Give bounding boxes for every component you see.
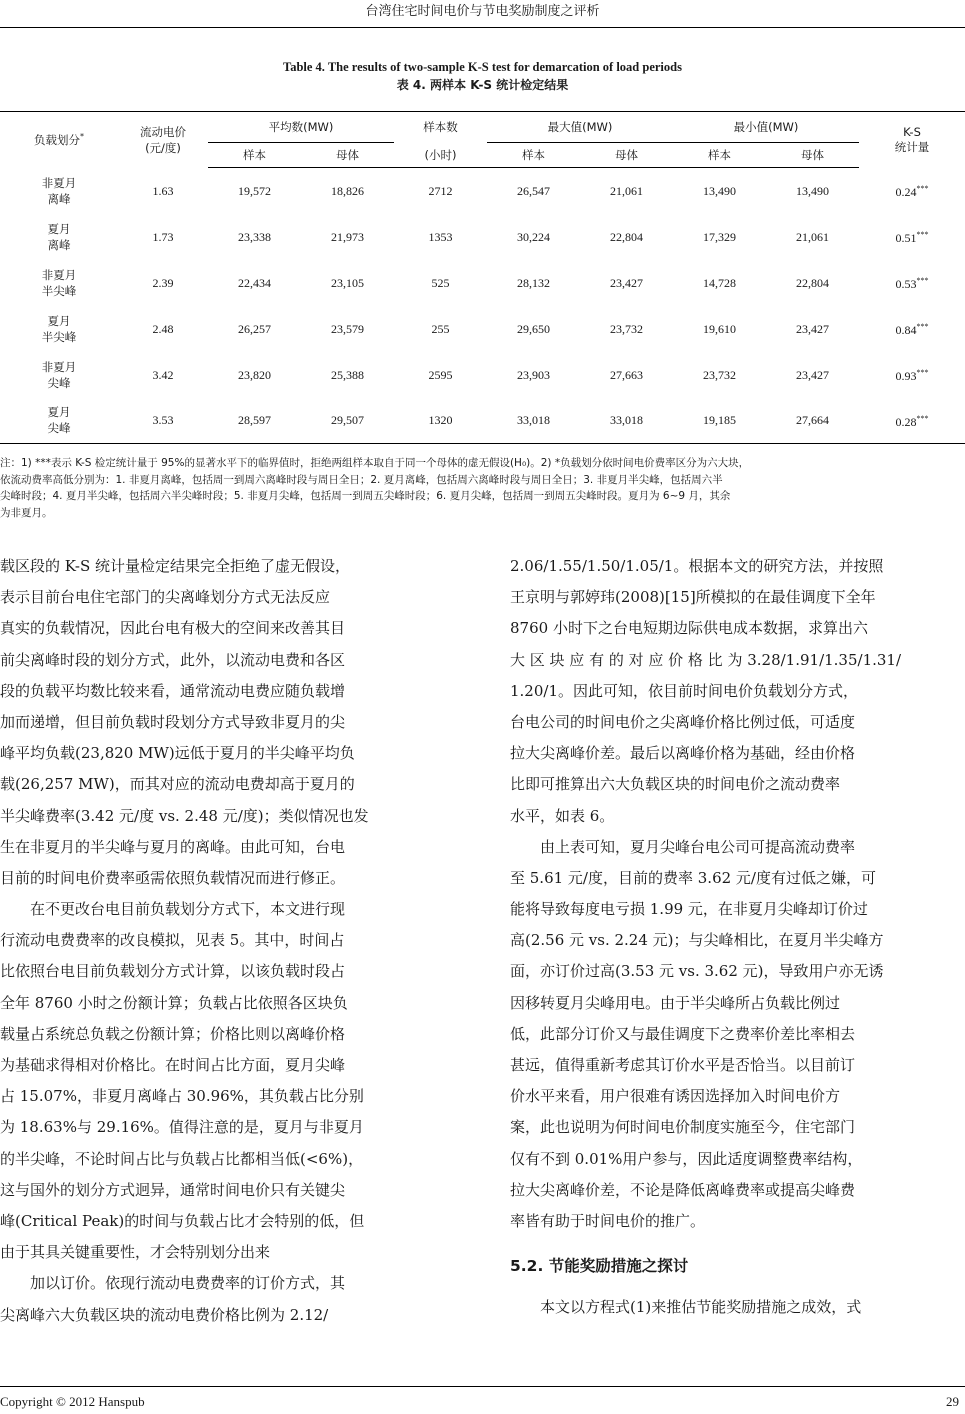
text-line: 半尖峰费率(3.42 元/度 vs. 2.48 元/度)；类似情况也发 (0, 806, 369, 825)
cell-max-population: 27,663 (610, 367, 643, 382)
cell-min-population: 27,664 (766, 398, 859, 444)
text-line: 8760 小时下之台电短期边际供电成本数据，求算出六 (510, 619, 868, 638)
cell-load: 非夏月 半尖峰 (41, 267, 77, 298)
page-number: 29 (946, 1394, 959, 1409)
text-line: 载量占系统总负载之份额计算；价格比则以离峰价格 (0, 1024, 346, 1043)
cell-mean-sample: 28,597 (208, 398, 301, 444)
text-line: 王京明与郭婷玮(2008)[15]所模拟的在最佳调度下全年 (510, 588, 876, 607)
text-line: 全年 8760 小时之份额计算；负载占比依照各区块负 (0, 993, 348, 1012)
cell-max-sample: 30,224 (517, 229, 550, 244)
text-line: 占 15.07%，非夏月离峰占 30.96%，其负载占比分别 (0, 1087, 364, 1106)
header-min-population: 母体 (766, 143, 859, 168)
cell-count: 1320 (394, 398, 487, 444)
text-line: 拉大尖离峰价差。最后以离峰价格为基础，经由价格 (510, 744, 856, 763)
cell-mean-sample: 23,820 (238, 367, 271, 382)
text-line: 的半尖峰，不论时间占比与负载占比都相当低(<6%)， (0, 1149, 364, 1168)
body-column-left (0, 551, 455, 1331)
text-line: 目前的时间电价费率亟需依照负载情况而进行修正。 (0, 868, 346, 887)
cell-count: 525 (431, 275, 450, 290)
cell-min-population: 13,490 (796, 183, 829, 198)
note-line: 注：1) ***表示 K-S 检定统计量于 95%的显著水平下的临界值时，拒绝两组样本取自于同一个母体的虚无假设(H₀)。2) *负载划分依时间电价费率区分为六大块， (0, 457, 750, 469)
cell-max-sample: 23,903 (517, 367, 550, 382)
text-line: 行流动电费费率的改良模拟，见表 5。其中，时间占 (0, 931, 345, 950)
text-line: 载(26,257 MW)，而其对应的流动电费却高于夏月的 (0, 775, 355, 794)
running-header (0, 0, 965, 26)
header-mean-population: 母体 (301, 143, 394, 168)
body-column-right (510, 551, 965, 1324)
cell-load: 夏月 离峰 (47, 221, 71, 252)
text-line: 低，此部分订价又与最佳调度下之费率价差比率相去 (510, 1024, 856, 1043)
text-line: 生在非夏月的半尖峰与夏月的离峰。由此可知，台电 (0, 837, 346, 856)
table-row (0, 352, 965, 398)
header-min: 最小值(MW) (673, 112, 859, 143)
text-line: 率皆有助于时间电价的推广。 (510, 1211, 706, 1230)
header-sample-count: 样本数 (394, 112, 487, 143)
cell-min-population: 23,427 (796, 367, 829, 382)
text-line: 案，此也说明为何时间电价制度实施至今，住宅部门 (510, 1118, 856, 1137)
header-rule (0, 27, 965, 28)
cell-max-population: 23,427 (610, 275, 643, 290)
text-line: 1.20/1。因此可知，依目前时间电价负载划分方式， (510, 681, 858, 700)
cell-count: 2712 (428, 183, 453, 198)
text-line: 本文以方程式(1)来推估节能奖励措施之成效，式 (540, 1298, 862, 1317)
text-line: 在不更改台电目前负载划分方式下，本文进行现 (30, 900, 346, 919)
cell-min-sample: 14,728 (703, 275, 736, 290)
header-max: 最大值(MW) (487, 112, 673, 143)
text-line: 尖离峰六大负载区块的流动电费价格比例为 2.12/ (0, 1305, 329, 1324)
text-line: 段的负载平均数比较来看，通常流动电费应随负载增 (0, 681, 346, 700)
cell-min-population: 21,061 (796, 229, 829, 244)
cell-max-sample: 29,650 (517, 321, 550, 336)
text-line: 真实的负载情况，因此台电有极大的空间来改善其目 (0, 619, 346, 638)
text-line: 表示目前台电住宅部门的尖离峰划分方式无法反应 (0, 588, 331, 607)
text-line: 拉大尖离峰价差，不论是降低离峰费率或提高尖峰费 (510, 1180, 856, 1199)
text-line: 高(2.56 元 vs. 2.24 元)；与尖峰相比，在夏月半尖峰方 (510, 931, 884, 950)
cell-min-sample: 19,185 (673, 398, 766, 444)
cell-min-sample: 19,610 (703, 321, 736, 336)
cell-mean-population: 23,579 (331, 321, 364, 336)
cell-min-population: 22,804 (796, 275, 829, 290)
text-line: 能将导致每度电亏损 1.99 元，在非夏月尖峰却订价过 (510, 900, 868, 919)
footer-rule (0, 1386, 965, 1387)
header-load-division: 负载划分* (0, 112, 118, 168)
header-max-sample: 样本 (487, 143, 580, 168)
header-flow-price: 流动电价 (元/度) (118, 112, 208, 168)
note-line: 尖峰时段；4. 夏月半尖峰，包括周六半尖峰时段；5. 非夏月尖峰，包括周一到周五尖峰时段；6. 夏月尖峰，包括周一到周五尖峰时段。夏月为 6~9 月，其余 (0, 490, 731, 502)
text-line: 载区段的 K-S 统计量检定结果完全拒绝了虚无假设， (0, 557, 350, 575)
cell-min-population: 23,427 (796, 321, 829, 336)
text-line: 为基础求得相对价格比。在时间占比方面，夏月尖峰 (0, 1056, 346, 1074)
text-line: 仅有不到 0.01%用户参与，因此适度调整费率结构， (510, 1149, 863, 1168)
cell-max-population: 21,061 (610, 183, 643, 198)
text-line: 台电公司的时间电价之尖离峰价格比例过低，可适度 (510, 712, 856, 731)
cell-mean-sample: 19,572 (238, 183, 271, 198)
table-row (0, 398, 965, 444)
text-line: 为 18.63%与 29.16%。值得注意的是，夏月与非夏月 (0, 1118, 364, 1137)
note-line: 为非夏月。 (0, 506, 53, 519)
text-line: 因移转夏月尖峰用电。由于半尖峰所占负载比例过 (510, 993, 841, 1012)
text-line: 这与国外的划分方式迥异，通常时间电价只有关键尖 (0, 1180, 346, 1199)
text-line: 比依照台电目前负载划分方式计算，以该负载时段占 (0, 962, 346, 981)
cell-price: 2.48 (152, 321, 174, 336)
cell-mean-population: 29,507 (301, 398, 394, 444)
text-line: 加而递增，但目前负载时段划分方式导致非夏月的尖 (0, 712, 346, 731)
page-footer (0, 1392, 965, 1412)
cell-mean-population: 18,826 (331, 183, 364, 198)
table-row (0, 214, 965, 260)
text-line: 价水平来看，用户很难有诱因选择加入时间电价方 (510, 1087, 841, 1106)
text-line: 由于其具关键重要性，才会特别划分出来 (0, 1243, 271, 1262)
text-line: 至 5.61 元/度，目前的费率 3.62 元/度有过低之嫌，可 (510, 868, 876, 887)
cell-mean-sample: 26,257 (238, 321, 271, 336)
text-line: 加以订价。依现行流动电费费率的订价方式，其 (30, 1274, 346, 1293)
cell-ks: 0.84*** (895, 322, 929, 337)
header-mean-sample: 样本 (208, 143, 301, 168)
cell-max-population: 22,804 (610, 229, 643, 244)
text-line: 峰平均负载(23,820 MW)远低于夏月的半尖峰平均负 (0, 744, 355, 763)
text-line: 峰(Critical Peak)的时间与负载占比才会特别的低，但 (0, 1211, 365, 1230)
header-count-unit: (小时) (394, 143, 487, 168)
cell-count: 255 (431, 321, 450, 336)
table-note (0, 455, 965, 521)
table-caption-cn: 表 4. 两样本 K-S 统计检定结果 (396, 78, 569, 92)
text-line: 甚远，值得重新考虑其订价水平是否恰当。以目前订 (510, 1056, 856, 1074)
cell-load: 非夏月 离峰 (41, 175, 77, 206)
section-heading: 5.2. 节能奖励措施之探讨 (510, 1257, 689, 1276)
cell-max-sample: 33,018 (487, 398, 580, 444)
table-row (0, 168, 965, 214)
cell-price: 1.63 (152, 183, 174, 198)
ks-results-table-wrapper (0, 111, 965, 444)
cell-max-population: 23,732 (610, 321, 643, 336)
cell-ks: 0.51*** (895, 230, 929, 245)
header-min-sample: 样本 (673, 143, 766, 168)
table-row (0, 260, 965, 306)
copyright: Copyright © 2012 Hanspub (0, 1394, 145, 1409)
text-line: 比即可推算出六大负载区块的时间电价之流动费率 (510, 775, 841, 794)
cell-load: 夏月 半尖峰 (41, 313, 77, 344)
running-title: 台湾住宅时间电价与节电奖励制度之评析 (365, 4, 600, 19)
header-mean: 平均数(MW) (208, 112, 394, 143)
cell-min-sample: 23,732 (703, 367, 736, 382)
cell-ks: 0.53*** (895, 276, 929, 291)
cell-min-sample: 13,490 (703, 183, 736, 198)
header-ks-statistic: K-S 统计量 (859, 112, 965, 168)
cell-count: 2595 (428, 367, 453, 382)
cell-max-sample: 28,132 (517, 275, 550, 290)
text-line: 由上表可知，夏月尖峰台电公司可提高流动费率 (540, 837, 856, 856)
cell-max-sample: 26,547 (517, 183, 550, 198)
cell-ks: 0.24*** (895, 184, 929, 199)
text-line: 2.06/1.55/1.50/1.05/1。根据本文的研究方法，并按照 (510, 557, 884, 575)
cell-load: 夏月 尖峰 (0, 398, 118, 444)
cell-min-sample: 17,329 (703, 229, 736, 244)
text-line: 面，亦订价过高(3.53 元 vs. 3.62 元)，导致用户亦无诱 (510, 962, 884, 981)
cell-mean-population: 23,105 (331, 275, 364, 290)
cell-mean-sample: 22,434 (238, 275, 271, 290)
cell-max-population: 33,018 (580, 398, 673, 444)
cell-mean-population: 21,973 (331, 229, 364, 244)
text-line: 前尖离峰时段的划分方式，此外，以流动电费和各区 (0, 650, 346, 669)
cell-ks: 0.93*** (895, 368, 929, 383)
note-line: 依流动费率高低分别为：1. 非夏月离峰，包括周一到周六离峰时段与周日全日；2. 夏月离峰，包括周六离峰时段与周日全日；3. 非夏月半尖峰，包括周六半 (0, 473, 723, 486)
cell-price: 3.53 (118, 398, 208, 444)
header-max-population: 母体 (580, 143, 673, 168)
cell-count: 1353 (428, 229, 453, 244)
cell-mean-population: 25,388 (331, 367, 364, 382)
cell-price: 1.73 (152, 229, 174, 244)
table-header-row-1 (0, 112, 965, 143)
text-line: 水平，如表 6。 (510, 806, 615, 825)
cell-price: 3.42 (152, 367, 174, 382)
table-row (0, 306, 965, 352)
table-caption-en: Table 4. The results of two-sample K-S test for demarcation of load periods (283, 60, 682, 74)
cell-mean-sample: 23,338 (238, 229, 271, 244)
ks-results-table (0, 111, 965, 444)
cell-price: 2.39 (152, 275, 174, 290)
cell-ks: 0.28*** (859, 398, 965, 444)
text-line: 大 区 块 应 有 的 对 应 价 格 比 为 3.28/1.91/1.35/1.31/ (510, 650, 902, 669)
cell-load: 非夏月 尖峰 (41, 359, 77, 390)
